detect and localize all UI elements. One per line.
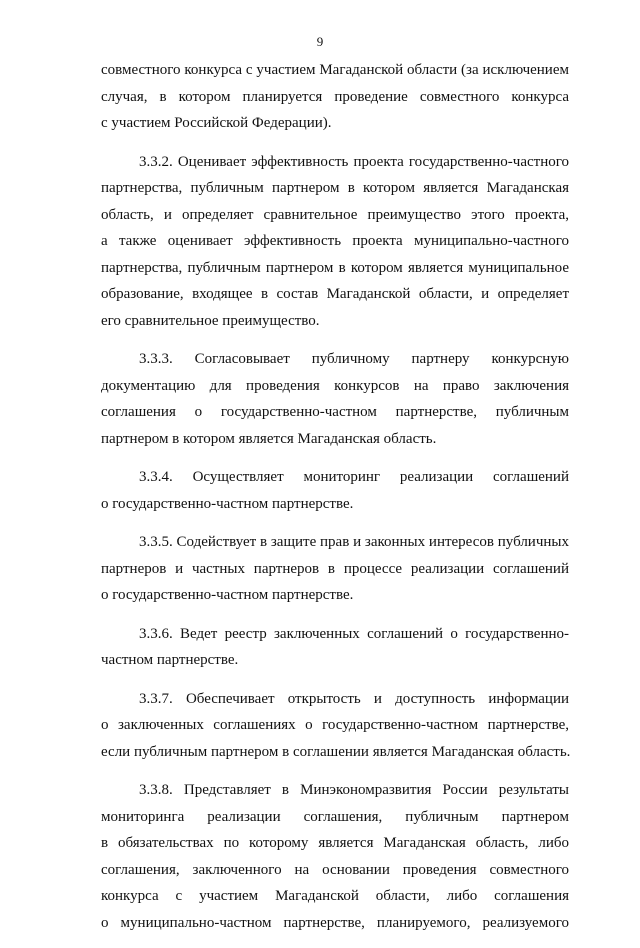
text-line: в обязательствах по которому является Магаданская область, либо xyxy=(101,835,569,851)
text-line: 3.3.3. Согласовывает публичному партнеру конкурсную xyxy=(139,351,569,367)
text-line: конкурса с участием Магаданской области, либо соглашения xyxy=(101,888,569,904)
paragraph-3-3-6 xyxy=(101,621,569,674)
page-number: 9 xyxy=(316,34,324,49)
document-body xyxy=(101,57,569,948)
paragraph-3-3-7 xyxy=(101,686,569,766)
text-line: 3.3.5. Содействует в защите прав и законных интересов публичных xyxy=(139,534,569,550)
paragraph-3-3-2 xyxy=(101,149,569,335)
text-line: 3.3.7. Обеспечивает открытость и доступность информации xyxy=(139,690,569,707)
text-line: соглашения, заключенного на основании проведения совместного xyxy=(101,861,569,878)
paragraph-3-3-4 xyxy=(101,464,569,517)
text-line: частном партнерстве. xyxy=(101,652,239,668)
text-line: 3.3.2. Оценивает эффективность проекта государственно-частного xyxy=(139,153,569,170)
text-line: о заключенных соглашениях о государственно-частном партнерстве, xyxy=(101,717,569,733)
text-line: с участием Российской Федерации). xyxy=(101,115,332,131)
text-line: область, и определяет сравнительное преимущество этого проекта, xyxy=(101,206,569,223)
text-line: мониторинга реализации соглашения, публичным партнером xyxy=(101,808,569,825)
paragraph-3-3-8 xyxy=(101,777,569,936)
paragraph-3-3-5 xyxy=(101,529,569,609)
text-line: его сравнительное преимущество. xyxy=(101,312,320,329)
paragraph-3-3-3 xyxy=(101,346,569,452)
text-line: совместного конкурса с участием Магаданской области (за исключением xyxy=(101,62,569,78)
paragraph-continuation xyxy=(101,57,569,137)
text-line: образование, входящее в состав Магаданской области, и определяет xyxy=(101,286,569,302)
text-line: а также оценивает эффективность проекта муниципально-частного xyxy=(101,233,569,249)
text-line: о государственно-частном партнерстве. xyxy=(101,495,354,512)
text-line: 3.3.8. Представляет в Минэкономразвития России результаты xyxy=(139,782,569,798)
text-line: партнерства, публичным партнером в котором является муниципальное xyxy=(101,259,569,276)
text-line: о государственно-частном партнерстве. xyxy=(101,587,354,603)
text-line: партнером в котором является Магаданская область. xyxy=(101,430,437,447)
text-line: партнеров и частных партнеров в процессе реализации соглашений xyxy=(101,560,569,577)
text-line: партнерства, публичным партнером в котором является Магаданская xyxy=(101,180,569,196)
text-line: 3.3.4. Осуществляет мониторинг реализации соглашений xyxy=(139,469,569,485)
text-line: 3.3.6. Ведет реестр заключенных соглашений о государственно- xyxy=(139,625,569,642)
text-line: документацию для проведения конкурсов на право заключения xyxy=(101,377,569,394)
text-line: случая, в котором планируется проведение совместного конкурса xyxy=(101,88,569,105)
text-line: если публичным партнером в соглашении является Магаданская область. xyxy=(101,743,571,760)
text-line: соглашения о государственно-частном партнерстве, публичным xyxy=(101,404,569,420)
text-line: о муниципально-частном партнерстве, планируемого, реализуемого xyxy=(101,914,569,931)
